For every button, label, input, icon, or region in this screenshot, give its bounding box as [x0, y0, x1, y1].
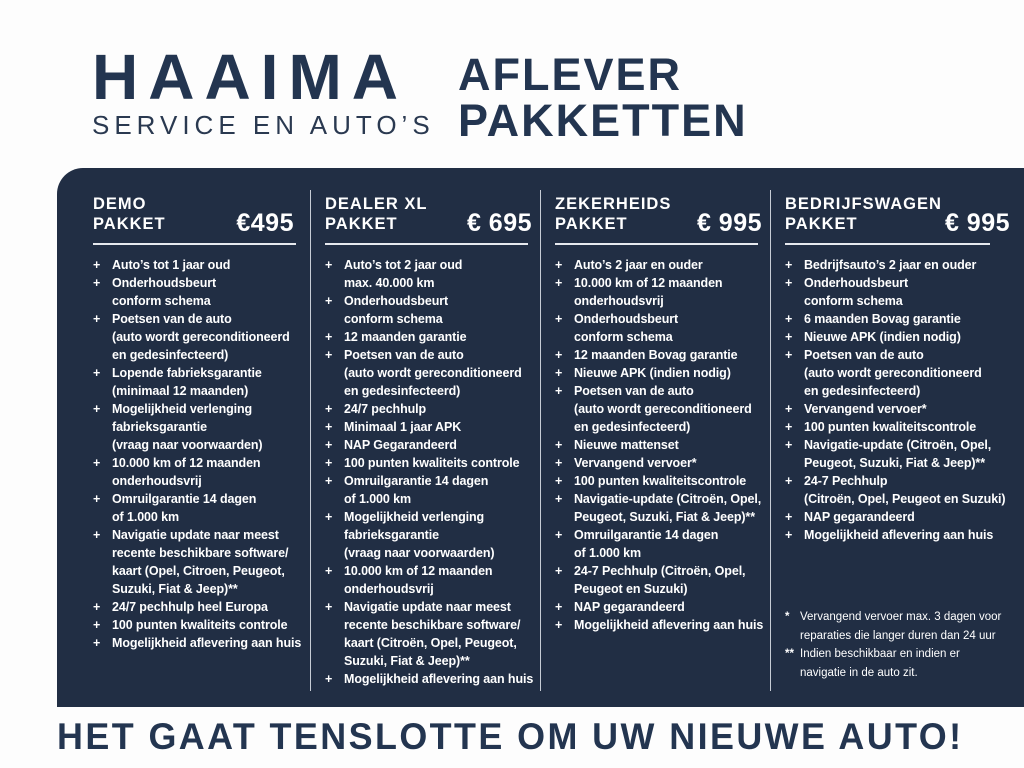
- item-line: 24-7 Pechhulp: [804, 474, 888, 488]
- package-item: [93, 490, 294, 526]
- package-item: [785, 256, 1010, 274]
- item-line: (Citroën, Opel, Peugeot en Suzuki): [804, 492, 1006, 506]
- plus-marker: +: [785, 438, 793, 452]
- item-text: [804, 274, 908, 310]
- page-title-line1: AFLEVER: [458, 49, 683, 100]
- item-line: Bedrijfsauto’s 2 jaar en ouder: [804, 258, 977, 272]
- item-line: Minimaal 1 jaar APK: [344, 420, 462, 434]
- plus-marker: +: [785, 330, 793, 344]
- item-text: [804, 346, 982, 400]
- package-title-line2: PAKKET: [93, 215, 166, 233]
- plus-marker: +: [785, 474, 793, 488]
- package-header: [325, 192, 532, 237]
- footnote-text: [800, 608, 1001, 645]
- item-text: [112, 598, 268, 616]
- package-title-line1: DEMO: [93, 195, 147, 213]
- plus-marker: +: [325, 420, 333, 434]
- plus-marker: +: [555, 456, 563, 470]
- footnote-line: reparaties die langer duren dan 24 uur: [800, 629, 996, 642]
- item-text: [574, 310, 678, 346]
- package-title-line1: ZEKERHEIDS: [555, 195, 672, 213]
- item-line: 100 punten kwaliteitscontrole: [574, 474, 747, 488]
- item-line: Peugeot en Suzuki): [574, 582, 688, 596]
- item-line: Mogelijkheid verlenging: [344, 510, 485, 524]
- item-line: Suzuki, Fiat & Jeep)**: [344, 654, 470, 668]
- item-text: [112, 364, 262, 400]
- item-text: [574, 526, 718, 562]
- item-line: recente beschikbare software/: [344, 618, 521, 632]
- item-line: 100 punten kwaliteits controle: [112, 618, 288, 632]
- item-line: (vraag naar voorwaarden): [112, 438, 263, 452]
- item-text: [574, 256, 703, 274]
- item-line: (vraag naar voorwaarden): [344, 546, 495, 560]
- item-line: NAP gegarandeerd: [804, 510, 915, 524]
- item-text: [574, 598, 685, 616]
- item-text: [344, 508, 494, 562]
- item-line: (auto wordt gereconditioneerd: [344, 366, 522, 380]
- package-item: [785, 274, 1010, 310]
- package-item: [93, 616, 294, 634]
- item-line: Mogelijkheid aflevering aan huis: [344, 672, 534, 686]
- package-title-line1: BEDRIJFSWAGEN: [785, 195, 942, 213]
- item-line: max. 40.000 km: [344, 276, 435, 290]
- package-item: [555, 598, 762, 616]
- item-line: Poetsen van de auto: [344, 348, 464, 362]
- item-line: onderhoudsvrij: [344, 582, 434, 596]
- item-line: 24/7 pechhulp: [344, 402, 427, 416]
- item-line: (auto wordt gereconditioneerd: [804, 366, 982, 380]
- item-line: NAP gegarandeerd: [574, 600, 685, 614]
- package-price: € 695: [466, 209, 532, 237]
- package-item: [93, 256, 294, 274]
- item-line: Auto’s tot 1 jaar oud: [112, 258, 231, 272]
- package-item: [555, 310, 762, 346]
- item-line: 6 maanden Bovag garantie: [804, 312, 961, 326]
- footnote-marker: **: [785, 648, 794, 660]
- package-divider: [555, 243, 758, 245]
- plus-marker: +: [325, 510, 333, 524]
- plus-marker: +: [93, 366, 101, 380]
- plus-marker: +: [325, 348, 333, 362]
- package-item: [785, 400, 1010, 418]
- plus-marker: +: [325, 258, 333, 272]
- plus-marker: +: [555, 492, 563, 506]
- item-line: conform schema: [112, 294, 211, 308]
- item-text: [574, 274, 722, 310]
- item-line: Peugeot, Suzuki, Fiat & Jeep)**: [804, 456, 985, 470]
- package-item: [555, 472, 762, 490]
- item-line: Onderhoudsbeurt: [344, 294, 449, 308]
- plus-marker: +: [555, 312, 563, 326]
- item-line: 10.000 km of 12 maanden: [344, 564, 493, 578]
- item-line: Nieuwe mattenset: [574, 438, 679, 452]
- package-item: [93, 598, 294, 616]
- item-line: (minimaal 12 maanden): [112, 384, 249, 398]
- item-text: [344, 598, 520, 670]
- plus-marker: +: [555, 366, 563, 380]
- item-line: 10.000 km of 12 maanden: [112, 456, 261, 470]
- plus-marker: +: [555, 438, 563, 452]
- plus-marker: +: [785, 402, 793, 416]
- item-text: [574, 454, 696, 472]
- package-divider: [325, 243, 528, 245]
- plus-marker: +: [325, 456, 333, 470]
- item-line: Navigatie-update (Citroën, Opel,: [574, 492, 762, 506]
- item-text: [344, 418, 461, 436]
- plus-marker: +: [555, 276, 563, 290]
- package-item: [325, 346, 532, 400]
- item-text: [112, 400, 262, 454]
- item-line: of 1.000 km: [574, 546, 641, 560]
- plus-marker: +: [555, 600, 563, 614]
- package-column: [770, 168, 1024, 707]
- plus-marker: +: [325, 672, 333, 686]
- package-item: [785, 418, 1010, 436]
- item-text: [344, 328, 466, 346]
- plus-marker: +: [93, 312, 101, 326]
- item-text: [112, 616, 288, 634]
- item-line: 100 punten kwaliteits controle: [344, 456, 520, 470]
- item-text: [112, 454, 260, 490]
- plus-marker: +: [325, 474, 333, 488]
- package-title: [785, 194, 942, 234]
- logo-subtitle: SERVICE EN AUTO’S: [92, 110, 435, 140]
- plus-marker: +: [555, 618, 563, 632]
- item-text: [112, 634, 301, 652]
- package-title-line1: DEALER XL: [325, 195, 428, 213]
- item-line: fabrieksgarantie: [344, 528, 439, 542]
- item-text: [574, 364, 731, 382]
- item-text: [804, 418, 976, 436]
- plus-marker: +: [555, 348, 563, 362]
- package-item: [555, 526, 762, 562]
- plus-marker: +: [325, 294, 333, 308]
- item-line: Omruilgarantie 14 dagen: [344, 474, 489, 488]
- package-item-list: [93, 256, 302, 652]
- package-column: [57, 168, 310, 707]
- package-item: [555, 382, 762, 436]
- item-text: [112, 310, 290, 364]
- item-line: recente beschikbare software/: [112, 546, 289, 560]
- package-item: [555, 364, 762, 382]
- package-item: [555, 274, 762, 310]
- item-text: [344, 400, 426, 418]
- package-item: [785, 508, 1010, 526]
- package-title: [325, 194, 428, 234]
- item-line: 12 maanden Bovag garantie: [574, 348, 738, 362]
- package-item: [325, 436, 532, 454]
- item-line: Suzuki, Fiat & Jeep)**: [112, 582, 238, 596]
- item-line: 10.000 km of 12 maanden: [574, 276, 723, 290]
- package-item: [785, 310, 1010, 328]
- item-line: en gedesinfecteerd): [344, 384, 461, 398]
- plus-marker: +: [785, 528, 793, 542]
- plus-marker: +: [325, 600, 333, 614]
- item-text: [344, 472, 488, 508]
- package-divider: [93, 243, 296, 245]
- plus-marker: +: [785, 258, 793, 272]
- item-text: [574, 490, 761, 526]
- package-item: [555, 256, 762, 274]
- package-item: [93, 274, 294, 310]
- item-line: en gedesinfecteerd): [112, 348, 229, 362]
- item-line: Lopende fabrieksgarantie: [112, 366, 262, 380]
- package-item: [93, 400, 294, 454]
- package-divider: [785, 243, 990, 245]
- item-text: [112, 526, 288, 598]
- package-header: [785, 192, 1010, 237]
- plus-marker: +: [555, 564, 563, 578]
- package-item-list: [555, 256, 762, 634]
- package-column: [310, 168, 540, 707]
- package-item-list: [785, 256, 1010, 544]
- item-line: Navigatie update naar meest: [112, 528, 279, 542]
- item-line: (auto wordt gereconditioneerd: [574, 402, 752, 416]
- footnote-item: [785, 608, 1010, 645]
- item-text: [804, 256, 976, 274]
- item-line: Mogelijkheid verlenging: [112, 402, 253, 416]
- plus-marker: +: [555, 258, 563, 272]
- item-text: [574, 616, 763, 634]
- plus-marker: +: [785, 312, 793, 326]
- item-line: of 1.000 km: [112, 510, 179, 524]
- item-line: en gedesinfecteerd): [804, 384, 921, 398]
- package-price: € 995: [944, 209, 1010, 237]
- item-text: [804, 472, 1005, 508]
- footnote-line: Indien beschikbaar en indien er: [800, 648, 960, 660]
- package-item: [785, 346, 1010, 400]
- item-text: [804, 508, 915, 526]
- item-text: [344, 292, 448, 328]
- package-price: €495: [236, 209, 294, 237]
- footnote-marker: *: [785, 611, 790, 623]
- plus-marker: +: [93, 276, 101, 290]
- package-title: [93, 194, 166, 234]
- package-item: [93, 454, 294, 490]
- package-item: [325, 562, 532, 598]
- item-line: of 1.000 km: [344, 492, 411, 506]
- package-item: [325, 454, 532, 472]
- item-line: Poetsen van de auto: [574, 384, 694, 398]
- item-line: onderhoudsvrij: [574, 294, 664, 308]
- item-line: 100 punten kwaliteitscontrole: [804, 420, 977, 434]
- plus-marker: +: [93, 528, 101, 542]
- plus-marker: +: [785, 276, 793, 290]
- package-item: [785, 526, 1010, 544]
- plus-marker: +: [785, 420, 793, 434]
- item-line: Onderhoudsbeurt: [804, 276, 909, 290]
- packages-panel: [57, 168, 1024, 707]
- package-item: [325, 418, 532, 436]
- plus-marker: +: [785, 348, 793, 362]
- page-title-line2: PAKKETTEN: [458, 95, 748, 146]
- plus-marker: +: [325, 438, 333, 452]
- haaima-logo: [92, 41, 435, 141]
- package-item: [785, 328, 1010, 346]
- item-line: Omruilgarantie 14 dagen: [112, 492, 257, 506]
- item-text: [344, 454, 520, 472]
- item-line: Vervangend vervoer*: [804, 402, 927, 416]
- plus-marker: +: [93, 600, 101, 614]
- item-text: [344, 436, 457, 454]
- item-text: [804, 400, 926, 418]
- plus-marker: +: [555, 474, 563, 488]
- package-item: [555, 346, 762, 364]
- item-line: conform schema: [804, 294, 903, 308]
- page-title: [458, 49, 748, 146]
- package-title-line2: PAKKET: [325, 215, 398, 233]
- package-item: [93, 364, 294, 400]
- package-item: [93, 310, 294, 364]
- item-text: [344, 256, 462, 292]
- item-line: Vervangend vervoer*: [574, 456, 697, 470]
- item-line: Navigatie-update (Citroën, Opel,: [804, 438, 992, 452]
- plus-marker: +: [93, 402, 101, 416]
- item-line: kaart (Opel, Citroen, Peugeot,: [112, 564, 285, 578]
- package-item: [555, 562, 762, 598]
- package-item: [93, 526, 294, 598]
- package-header: [555, 192, 762, 237]
- item-text: [574, 472, 746, 490]
- item-line: Mogelijkheid aflevering aan huis: [574, 618, 764, 632]
- item-line: Nieuwe APK (indien nodig): [574, 366, 731, 380]
- footnote-line: navigatie in de auto zit.: [800, 666, 918, 679]
- plus-marker: +: [93, 618, 101, 632]
- package-item: [555, 616, 762, 634]
- item-text: [574, 436, 679, 454]
- item-line: Onderhoudsbeurt: [112, 276, 217, 290]
- package-item: [325, 292, 532, 328]
- package-item: [785, 472, 1010, 508]
- item-line: conform schema: [344, 312, 443, 326]
- item-text: [344, 562, 492, 598]
- package-item: [325, 598, 532, 670]
- item-line: kaart (Citroën, Opel, Peugeot,: [344, 636, 517, 650]
- tagline: HET GAAT TENSLOTTE OM UW NIEUWE AUTO!: [57, 716, 964, 757]
- plus-marker: +: [93, 492, 101, 506]
- item-line: fabrieksgarantie: [112, 420, 207, 434]
- item-line: onderhoudsvrij: [112, 474, 202, 488]
- item-text: [574, 382, 752, 436]
- item-line: 24/7 pechhulp heel Europa: [112, 600, 268, 614]
- item-line: Mogelijkheid aflevering aan huis: [804, 528, 994, 542]
- item-line: Omruilgarantie 14 dagen: [574, 528, 719, 542]
- package-header: [93, 192, 294, 237]
- plus-marker: +: [93, 456, 101, 470]
- item-text: [112, 274, 216, 310]
- item-line: Auto’s tot 2 jaar oud: [344, 258, 463, 272]
- item-line: conform schema: [574, 330, 673, 344]
- item-line: (auto wordt gereconditioneerd: [112, 330, 290, 344]
- package-item: [93, 634, 302, 652]
- package-title-line2: PAKKET: [785, 215, 858, 233]
- plus-marker: +: [325, 564, 333, 578]
- package-item: [325, 508, 532, 562]
- package-item-list: [325, 256, 532, 688]
- plus-marker: +: [785, 510, 793, 524]
- item-text: [804, 436, 991, 472]
- plus-marker: +: [325, 402, 333, 416]
- package-item: [555, 454, 762, 472]
- item-line: 24-7 Pechhulp (Citroën, Opel,: [574, 564, 746, 578]
- item-line: NAP Gegarandeerd: [344, 438, 457, 452]
- footnote-text: [800, 645, 960, 682]
- item-line: 12 maanden garantie: [344, 330, 467, 344]
- plus-marker: +: [555, 528, 563, 542]
- package-column: [540, 168, 770, 707]
- package-item: [325, 328, 532, 346]
- package-item: [325, 472, 532, 508]
- item-text: [804, 526, 993, 544]
- plus-marker: +: [325, 330, 333, 344]
- package-price: € 995: [696, 209, 762, 237]
- package-item: [325, 256, 532, 292]
- plus-marker: +: [93, 636, 101, 650]
- package-title: [555, 194, 671, 234]
- item-text: [804, 310, 961, 328]
- package-item: [785, 436, 1010, 472]
- item-text: [344, 346, 522, 400]
- footnote-item: [785, 645, 1010, 682]
- item-text: [344, 670, 533, 688]
- item-text: [574, 346, 738, 364]
- package-item: [325, 400, 532, 418]
- item-text: [112, 256, 230, 274]
- item-line: Onderhoudsbeurt: [574, 312, 679, 326]
- item-line: Nieuwe APK (indien nodig): [804, 330, 961, 344]
- item-line: Poetsen van de auto: [112, 312, 232, 326]
- logo-title: HAAIMA: [92, 41, 408, 113]
- item-line: Poetsen van de auto: [804, 348, 924, 362]
- footnote-line: Vervangend vervoer max. 3 dagen voor: [800, 611, 1002, 623]
- item-line: Mogelijkheid aflevering aan huis: [112, 636, 302, 650]
- package-item: [555, 490, 762, 526]
- footnotes: [785, 608, 1010, 682]
- package-item: [555, 436, 762, 454]
- item-text: [804, 328, 961, 346]
- package-item: [325, 670, 532, 688]
- plus-marker: +: [93, 258, 101, 272]
- item-text: [574, 562, 745, 598]
- item-line: en gedesinfecteerd): [574, 420, 691, 434]
- plus-marker: +: [555, 384, 563, 398]
- item-text: [112, 490, 256, 526]
- item-line: Peugeot, Suzuki, Fiat & Jeep)**: [574, 510, 755, 524]
- package-title-line2: PAKKET: [555, 215, 628, 233]
- item-line: Navigatie update naar meest: [344, 600, 511, 614]
- item-line: Auto’s 2 jaar en ouder: [574, 258, 703, 272]
